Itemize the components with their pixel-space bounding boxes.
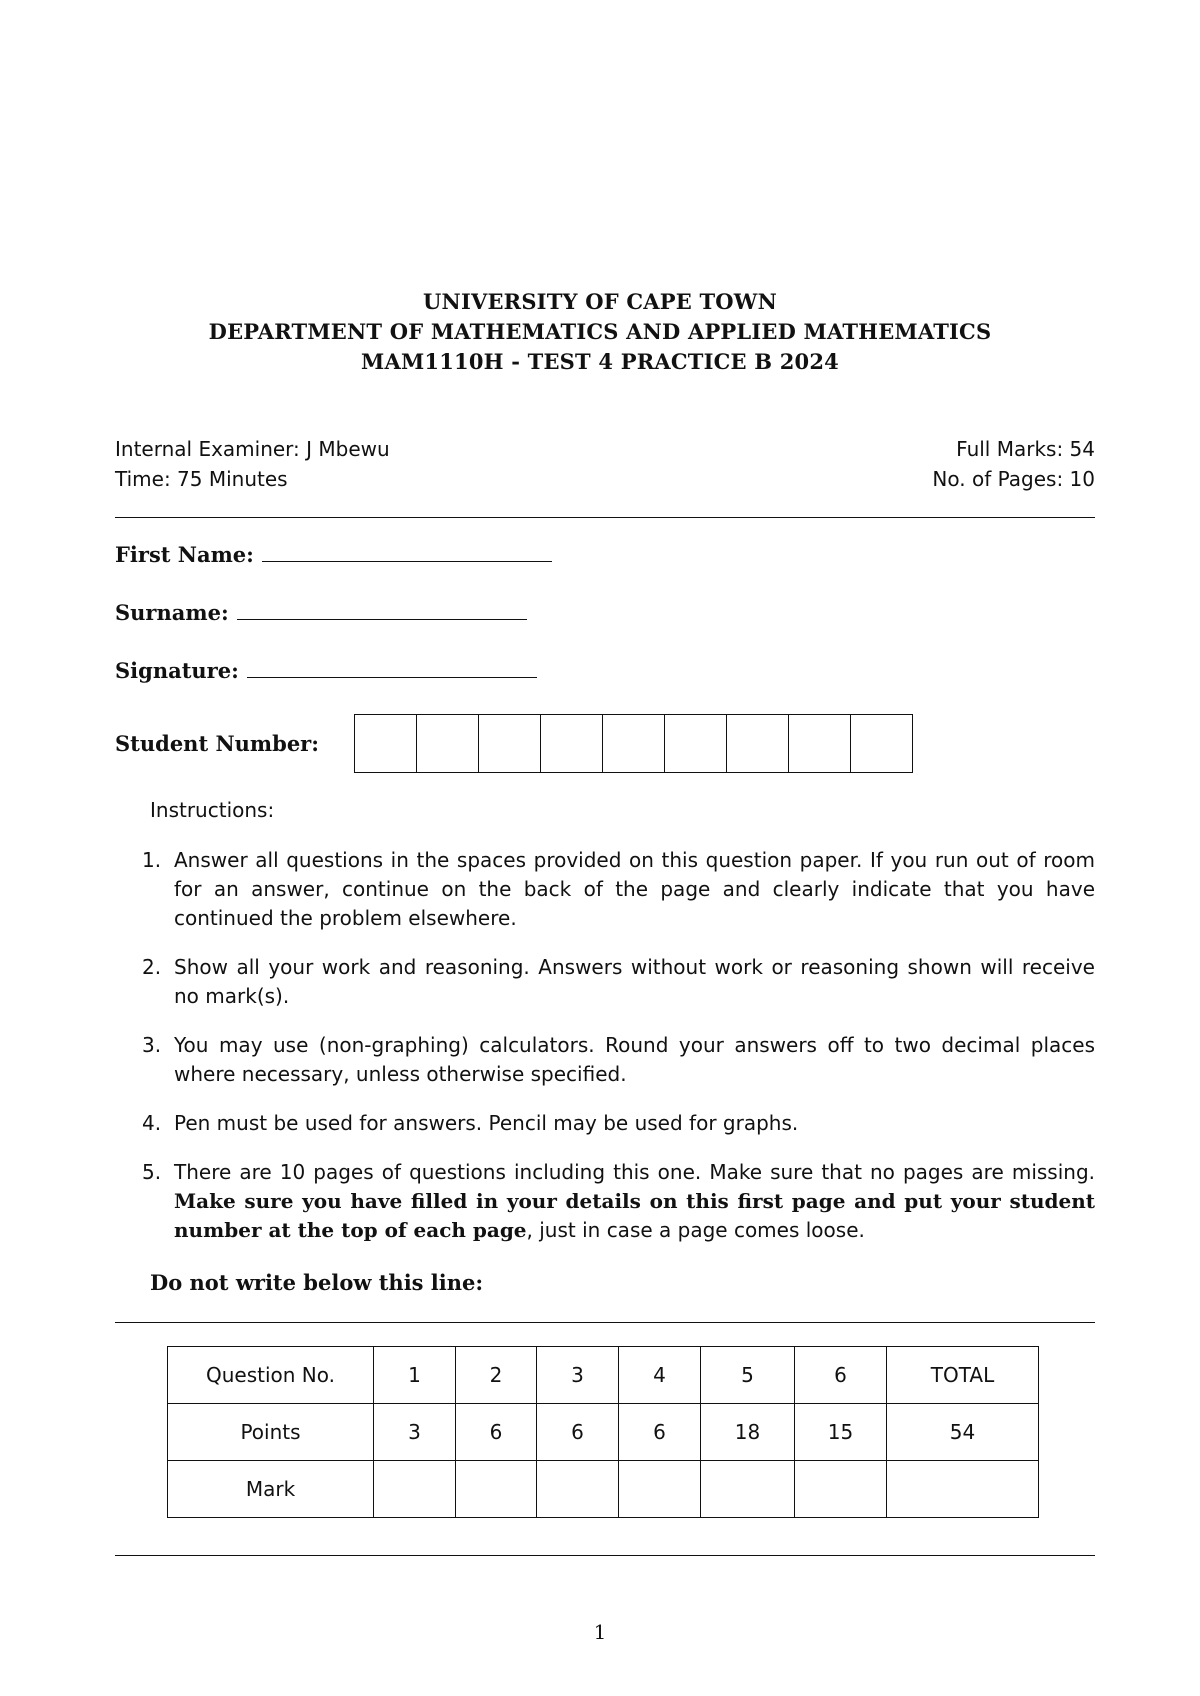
table-row — [168, 1461, 1039, 1518]
points-cell: 6 — [619, 1404, 701, 1461]
mark-cell[interactable] — [537, 1461, 619, 1518]
table-row — [168, 1404, 1039, 1461]
page-count: No. of Pages: 10 — [932, 467, 1095, 491]
university-title: UNIVERSITY OF CAPE TOWN — [423, 289, 777, 314]
signature-label: Signature: — [115, 658, 239, 683]
student-number-box[interactable] — [851, 715, 913, 772]
question-number-cell: 2 — [456, 1347, 537, 1404]
page-number: 1 — [593, 1620, 607, 1644]
surname-field[interactable] — [115, 600, 527, 625]
row-label-mark: Mark — [168, 1461, 374, 1518]
surname-line[interactable] — [237, 601, 527, 620]
points-cell: 3 — [374, 1404, 456, 1461]
total-header-cell: TOTAL — [887, 1347, 1039, 1404]
points-cell: 6 — [537, 1404, 619, 1461]
student-number-box[interactable] — [789, 715, 851, 772]
points-cell: 6 — [456, 1404, 537, 1461]
student-number-box[interactable] — [603, 715, 665, 772]
instruction-item: 4. Pen must be used for answers. Pencil may be used for graphs. — [142, 1111, 799, 1135]
student-number-box[interactable] — [355, 715, 417, 772]
instructions-list — [140, 846, 1095, 1265]
marks-table — [167, 1346, 1039, 1518]
do-not-write-notice: Do not write below this line: — [150, 1270, 484, 1295]
signature-line[interactable] — [247, 659, 537, 678]
row-label-points: Points — [168, 1404, 374, 1461]
full-marks: Full Marks: 54 — [956, 437, 1095, 461]
student-number-box[interactable] — [479, 715, 541, 772]
mark-cell[interactable] — [456, 1461, 537, 1518]
student-number-box[interactable] — [665, 715, 727, 772]
surname-label: Surname: — [115, 600, 229, 625]
instruction-item: 5. There are 10 pages of questions including this one. Make sure that no pages are missing. Make sure you have filled in your details on this first page and put your student number at the top of each page, just in case a page comes loose. — [142, 1160, 1095, 1242]
examiner: Internal Examiner: J Mbewu — [115, 437, 390, 461]
question-number-cell: 5 — [701, 1347, 795, 1404]
points-total-cell: 54 — [887, 1404, 1039, 1461]
instruction-emphasis: Make sure you have filled in your details on this first page and put your student number at the top of each page — [174, 1189, 1095, 1242]
time-limit: Time: 75 Minutes — [115, 467, 288, 491]
first-name-line[interactable] — [262, 543, 552, 562]
mark-cell[interactable] — [795, 1461, 887, 1518]
points-cell: 15 — [795, 1404, 887, 1461]
question-number-cell: 1 — [374, 1347, 456, 1404]
department-title: DEPARTMENT OF MATHEMATICS AND APPLIED MATHEMATICS — [208, 319, 992, 344]
instruction-item: 3. You may use (non-graphing) calculators. Round your answers off to two decimal places where necessary, unless otherwise specified. — [142, 1033, 1095, 1086]
table-row — [168, 1347, 1039, 1404]
student-number-box[interactable] — [417, 715, 479, 772]
signature-field[interactable] — [115, 658, 537, 683]
student-number-box[interactable] — [727, 715, 789, 772]
exam-header — [0, 287, 1200, 377]
instructions-heading: Instructions: — [150, 798, 275, 822]
mark-cell[interactable] — [701, 1461, 795, 1518]
points-cell: 18 — [701, 1404, 795, 1461]
row-label-question: Question No. — [168, 1347, 374, 1404]
mark-total-cell[interactable] — [887, 1461, 1039, 1518]
first-name-label: First Name: — [115, 542, 254, 567]
question-number-cell: 6 — [795, 1347, 887, 1404]
question-number-cell: 3 — [537, 1347, 619, 1404]
instruction-item: 2. Show all your work and reasoning. Answers without work or reasoning shown will receive no mark(s). — [142, 955, 1095, 1008]
divider-middle — [115, 1322, 1095, 1323]
course-title: MAM1110H - TEST 4 PRACTICE B 2024 — [361, 349, 839, 374]
student-number-boxes[interactable] — [354, 714, 913, 773]
exam-meta — [115, 434, 1095, 494]
mark-cell[interactable] — [619, 1461, 701, 1518]
instruction-item: 1. Answer all questions in the spaces provided on this question paper. If you run out of room for an answer, continue on the back of the page and clearly indicate that you have continued the problem elsewhere. — [142, 848, 1095, 930]
divider-bottom — [115, 1555, 1095, 1556]
student-number-label: Student Number: — [115, 731, 320, 756]
question-number-cell: 4 — [619, 1347, 701, 1404]
student-number-box[interactable] — [541, 715, 603, 772]
divider-top — [115, 517, 1095, 518]
mark-cell[interactable] — [374, 1461, 456, 1518]
first-name-field[interactable] — [115, 542, 552, 567]
